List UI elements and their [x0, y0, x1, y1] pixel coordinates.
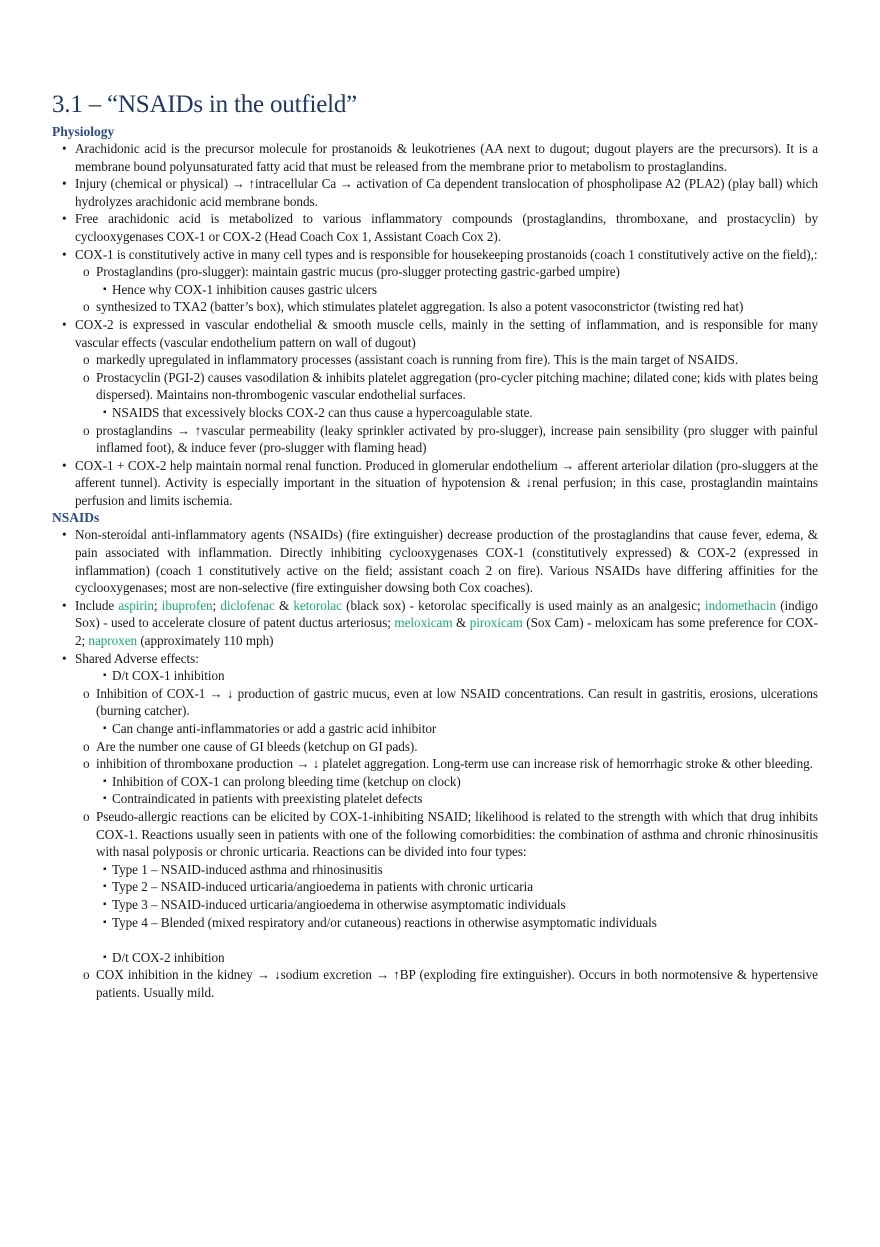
sub-list-item-text: inhibition of thromboxane production → ↓ platelet aggregation. Long-term use can increase risk of hemorrhagic stroke & other bleeding. [96, 756, 813, 772]
sub-marker: o [83, 756, 90, 772]
square-marker: ▪ [103, 951, 107, 963]
sub-sub-list-item-text: Can change anti-inflammatories or add a gastric acid inhibitor [112, 721, 437, 736]
drug-name-meloxicam: meloxicam [394, 615, 453, 631]
list-item [52, 140, 818, 175]
square-marker: ▪ [103, 863, 107, 875]
bullet-marker: • [62, 457, 67, 473]
bullet-marker: • [62, 176, 67, 192]
section-heading-nsaids: NSAIDs [52, 510, 100, 526]
list-item-text: Free arachidonic acid is metabolized to various inflammatory compounds (prostaglandins, thromboxane, and prostacyclin) by cyclooxygenases COX-1 or COX-2 (Head Coach Cox 1, Assistant Coach Cox 2). [75, 211, 818, 244]
sub-sub-list-item [52, 914, 818, 932]
text-run: ; [153, 597, 162, 613]
text-run: (Sox Cam) - meloxicam has some preference for COX-2; [75, 615, 818, 649]
square-marker: ▪ [103, 723, 107, 734]
sub-list-item [52, 351, 818, 369]
list-item-text: Shared Adverse effects: [75, 650, 199, 666]
sub-list-item-text: synthesized to TXA2 (batter’s box), which stimulates platelet aggregation. Is also a potent vasoconstrictor (twisting red hat) [96, 299, 744, 315]
sub-list-item [52, 808, 818, 861]
drug-name-ketorolac: ketorolac [293, 597, 342, 613]
sub-marker: o [83, 352, 90, 368]
drug-name-diclofenac: diclofenac [220, 597, 275, 613]
text-run: (black sox) - ketorolac specifically is used mainly as an analgesic; [341, 597, 705, 613]
sub-sub-list-item [52, 861, 818, 879]
sub-list-item [52, 966, 818, 1001]
sub-sub-list-item-text: Inhibition of COX-1 can prolong bleeding time (ketchup on clock) [112, 773, 461, 789]
document-page [52, 90, 818, 1002]
bullet-marker: • [62, 246, 67, 262]
sub-marker: o [83, 685, 90, 701]
list-item [52, 210, 818, 245]
sub-sub-list-item-text: Type 1 – NSAID-induced asthma and rhinosinusitis [112, 861, 383, 877]
sub-list-item [52, 422, 818, 457]
sub-sub-list-item [52, 667, 818, 685]
square-marker: ▪ [103, 916, 107, 928]
square-marker: ▪ [103, 881, 107, 893]
sub-list-item [52, 298, 818, 316]
section-heading-physiology: Physiology [52, 124, 115, 139]
text-run: (approximately 110 mph) [137, 633, 274, 649]
square-marker: ▪ [103, 283, 107, 295]
text-run: Include [75, 597, 119, 613]
list-item-text: Non-steroidal anti-inflammatory agents (NSAIDs) (fire extinguisher) decrease production of the prostaglandins that cause fever, edema, & pain associated with inflammation. Directly inhibiting cyclooxygenases COX-1 (constitutively expressed) & COX-2 (expressed in inflammation) (coach 1 constitutively active on the field; assistant coach 2 on fire). Various NSAIDs have differing affinities for the cyclooxygenases; most are non-selective (fire extinguisher dowsing both Cox coaches). [75, 527, 818, 596]
drug-name-indomethacin: indomethacin [704, 597, 777, 613]
sub-list-item-text: markedly upregulated in inflammatory processes (assistant coach is running from fire). This is the main target of NSAIDS. [96, 352, 739, 368]
list-item-text: Injury (chemical or physical) → ↑intracellular Ca → activation of Ca dependent translocation of phospholipase A2 (PLA2) (play ball) which hydrolyzes arachidonic acid membrane bonds. [75, 176, 818, 209]
sub-sub-list-item-text: D/t COX-2 inhibition [112, 949, 225, 965]
sub-list-item-text: Pseudo-allergic reactions can be elicited by COX-1-inhibiting NSAID; likelihood is related to the strength with which that drug inhibits COX-1. Reactions usually seen in patients with one of the following comorbidities: the combination of asthma and chronic rhinosinusitis with nasal polyposis or chronic urticaria. Reactions can be divided into four types: [96, 808, 818, 860]
square-marker: ▪ [103, 406, 107, 418]
sub-marker: o [83, 369, 90, 385]
sub-sub-list-item-text: D/t COX-1 inhibition [112, 668, 225, 684]
sub-list-item-text: prostaglandins → ↑vascular permeability (leaky sprinkler activated by pro-slugger), increase pain sensibility (pro slugger with painful inflamed foot), & induce fever (pro-slugger with flaming head) [96, 422, 818, 456]
list-item [52, 246, 818, 264]
sub-sub-list-item [52, 878, 818, 896]
sub-sub-list-item [52, 720, 818, 738]
sub-list-item-text: Prostacyclin (PGI-2) causes vasodilation & inhibits platelet aggregation (pro-cycler pitching machine; dilated cone; kids with plates being dispersed). Maintains non-thrombogenic vascular endothelial surfaces. [96, 369, 818, 403]
list-item-text: Arachidonic acid is the precursor molecule for prostanoids & leukotrienes (AA next to dugout; dugout players are the precursors). It is a membrane bound polyunsaturated fatty acid that must be released from the membrane prior to metabolism to prostaglandins. [75, 141, 818, 174]
sub-sub-list-item [52, 896, 818, 914]
sub-list-item [52, 755, 818, 773]
sub-list-item-text: COX inhibition in the kidney → ↓sodium excretion → ↑BP (exploding fire extinguisher). Occurs in both normotensive & hypertensive patients. Usually mild. [96, 967, 818, 1000]
blank-line [52, 931, 818, 949]
list-item-text: COX-1 + COX-2 help maintain normal renal function. Produced in glomerular endothelium → afferent arteriolar dilation (pro-sluggers at the afferent tunnel). Activity is especially important in the situation of hypotension & ↓renal perfusion; in this case, prostaglandin maintains perfusion and limits ischemia. [75, 457, 818, 508]
sub-sub-list-item [52, 949, 818, 967]
text-run: ; [212, 597, 221, 613]
drug-name-piroxicam: piroxicam [469, 615, 523, 631]
bullet-marker: • [62, 527, 67, 543]
list-item [52, 175, 818, 210]
sub-sub-list-item-text: NSAIDS that excessively blocks COX-2 can thus cause a hypercoagulable state. [112, 404, 533, 420]
sub-sub-list-item-text: Contraindicated in patients with preexisting platelet defects [112, 791, 423, 807]
text-run: & [274, 597, 294, 613]
sub-list-item [52, 738, 818, 756]
square-marker: ▪ [103, 793, 107, 805]
sub-marker: o [83, 299, 90, 315]
sub-list-item [52, 369, 818, 404]
list-item [52, 316, 818, 351]
list-item [52, 526, 818, 596]
sub-list-item-text: Prostaglandins (pro-slugger): maintain gastric mucus (pro-slugger protecting gastric-garbed umpire) [96, 264, 620, 280]
sub-marker: o [83, 422, 90, 438]
bullet-marker: • [62, 141, 67, 156]
drug-name-aspirin: aspirin [118, 597, 154, 613]
text-run: & [452, 615, 470, 631]
list-item-text: COX-1 is constitutively active in many cell types and is responsible for housekeeping prostanoids (coach 1 constitutively active on the field),: [75, 246, 818, 262]
sub-sub-list-item [52, 404, 818, 422]
sub-sub-list-item-text: Type 2 – NSAID-induced urticaria/angioedema in patients with chronic urticaria [112, 879, 534, 895]
sub-sub-list-item-text: Type 3 – NSAID-induced urticaria/angioedema in otherwise asymptomatic individuals [112, 896, 566, 912]
drug-name-ibuprofen: ibuprofen [161, 597, 213, 613]
sub-list-item [52, 685, 818, 720]
square-marker: ▪ [103, 670, 107, 682]
list-item [52, 650, 818, 668]
page-title: 3.1 – “NSAIDs in the outfield” [52, 91, 358, 118]
sub-marker: o [83, 967, 90, 983]
text-run: (indigo Sox) - used to accelerate closure of patent ductus arteriosus; [75, 597, 818, 631]
bullet-marker: • [62, 650, 67, 666]
sub-marker: o [83, 738, 90, 754]
bullet-marker: • [62, 597, 67, 613]
drug-name-naproxen: naproxen [88, 633, 138, 649]
sub-marker: o [83, 264, 90, 280]
bullet-marker: • [62, 316, 67, 332]
square-marker: ▪ [103, 898, 107, 910]
sub-sub-list-item [52, 281, 818, 299]
sub-marker: o [83, 808, 90, 824]
sub-sub-list-item [52, 790, 818, 808]
list-item [52, 457, 818, 510]
sub-list-item [52, 263, 818, 281]
bullet-marker: • [62, 211, 67, 227]
square-marker: ▪ [103, 775, 107, 787]
sub-sub-list-item [52, 773, 818, 791]
list-item-text: COX-2 is expressed in vascular endothelial & smooth muscle cells, mainly in the setting of inflammation, and is responsible for many vascular effects (vascular endothelium pattern on wall of dugout) [75, 316, 818, 350]
sub-list-item-text: Inhibition of COX-1 → ↓ production of gastric mucus, even at low NSAID concentrations. Can result in gastritis, erosions, ulcerations (burning catcher). [96, 685, 818, 719]
sub-list-item-text: Are the number one cause of GI bleeds (ketchup on GI pads). [96, 738, 418, 754]
list-item-include [52, 597, 818, 650]
list-item-text [75, 597, 818, 650]
sub-sub-list-item-text: Type 4 – Blended (mixed respiratory and/or cutaneous) reactions in otherwise asymptomatic individuals [112, 914, 657, 930]
sub-sub-list-item-text: Hence why COX-1 inhibition causes gastric ulcers [112, 281, 377, 297]
